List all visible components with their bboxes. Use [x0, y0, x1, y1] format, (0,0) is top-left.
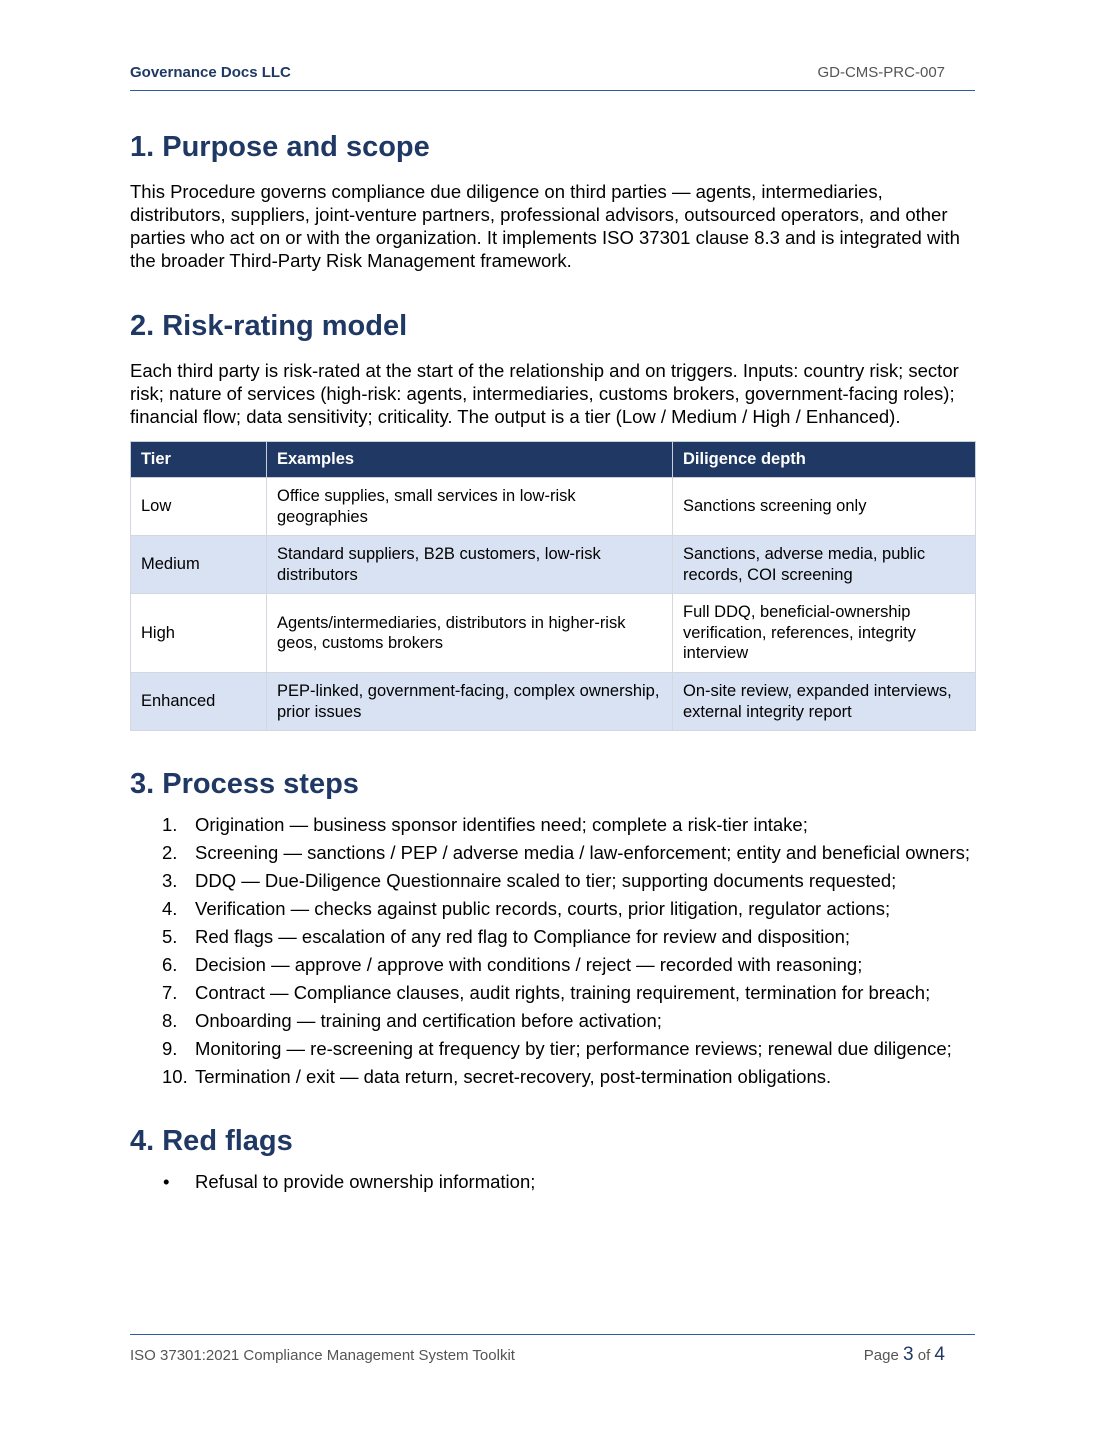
document-body — [130, 128, 975, 1193]
list-item — [130, 841, 975, 864]
list-item — [130, 1037, 975, 1060]
company-name: Governance Docs LLC — [130, 64, 291, 81]
list-item — [130, 981, 975, 1004]
list-item — [130, 1065, 975, 1088]
cell-diligence: On-site review, expanded interviews, external integrity report — [673, 673, 976, 731]
table-row — [131, 478, 976, 536]
cell-examples: PEP-linked, government-facing, complex ownership, prior issues — [267, 673, 673, 731]
step-text: Decision — approve / approve with conditions / reject — recorded with reasoning; — [195, 954, 863, 975]
cell-tier: Enhanced — [131, 673, 267, 731]
step-text: Termination / exit — data return, secret-recovery, post-termination obligations. — [195, 1066, 832, 1087]
list-item — [130, 813, 975, 836]
cell-examples: Office supplies, small services in low-risk geographies — [267, 478, 673, 536]
step-text: Red flags — escalation of any red flag to Compliance for review and disposition; — [195, 926, 851, 947]
risk-tier-table — [130, 441, 976, 731]
step-number: 4. — [162, 898, 178, 919]
section-risk-rating — [130, 307, 975, 731]
section-heading-red-flags: 4. Red flags — [130, 1125, 293, 1157]
cell-tier: Medium — [131, 536, 267, 594]
page-total: 4 — [934, 1344, 945, 1365]
red-flag-text: Refusal to provide ownership information; — [195, 1171, 536, 1192]
step-text: Screening — sanctions / PEP / adverse media / law-enforcement; entity and beneficial owners; — [195, 842, 971, 863]
step-text: Contract — Compliance clauses, audit rights, training requirement, termination for breach; — [195, 982, 931, 1003]
section-heading-process: 3. Process steps — [130, 768, 359, 800]
page-number — [864, 1344, 945, 1366]
step-number: 7. — [162, 982, 178, 1003]
cell-diligence: Sanctions, adverse media, public records, COI screening — [673, 536, 976, 594]
table-row — [131, 594, 976, 673]
step-text: Monitoring — re-screening at frequency by tier; performance reviews; renewal due diligence; — [195, 1038, 952, 1059]
page-header — [130, 64, 975, 91]
table-header-row — [131, 442, 976, 478]
red-flags-list — [130, 1170, 975, 1193]
step-text: Origination — business sponsor identifies need; complete a risk-tier intake; — [195, 814, 808, 835]
step-number: 6. — [162, 954, 178, 975]
step-text: DDQ — Due-Diligence Questionnaire scaled to tier; supporting documents requested; — [195, 870, 897, 891]
list-item — [130, 925, 975, 948]
list-item — [130, 1170, 975, 1193]
cell-tier: Low — [131, 478, 267, 536]
list-item — [130, 897, 975, 920]
table-row — [131, 536, 976, 594]
page-footer — [130, 1334, 975, 1375]
page-label: Page — [863, 1347, 899, 1364]
bullet-icon: • — [163, 1171, 170, 1192]
step-number: 5. — [162, 926, 178, 947]
step-text: Onboarding — training and certification before activation; — [195, 1010, 662, 1031]
document-id: GD-CMS-PRC-007 — [817, 64, 945, 81]
section-body-purpose: This Procedure governs compliance due diligence on third parties — agents, intermediaries, distributors, suppliers, joint-venture partners, professional advisors, outsourced operators, and other parties who act on or with the organization. It implements ISO 37301 clause 8.3 and is integrated with the broader Third-Party Risk Management framework. — [130, 181, 960, 271]
section-heading-purpose: 1. Purpose and scope — [130, 131, 430, 163]
list-item — [130, 953, 975, 976]
section-body-risk-rating: Each third party is risk-rated at the start of the relationship and on triggers. Inputs: country risk; sector risk; nature of services (high-risk: agents, intermediaries, customs brokers, government-facing roles); financial flow; data sensitivity; criticality. The output is a tier (Low / Medium / High / Enhanced). — [130, 360, 959, 427]
step-number: 3. — [162, 870, 178, 891]
cell-diligence: Sanctions screening only — [673, 478, 976, 536]
section-heading-risk-rating: 2. Risk-rating model — [130, 310, 408, 342]
list-item — [130, 1009, 975, 1032]
page-of-label: of — [917, 1347, 931, 1364]
cell-examples: Agents/intermediaries, distributors in higher-risk geos, customs brokers — [267, 594, 673, 673]
process-steps-list — [130, 813, 975, 1088]
step-number: 2. — [162, 842, 178, 863]
step-number: 1. — [162, 814, 178, 835]
table-row — [131, 673, 976, 731]
column-header-examples: Examples — [267, 442, 673, 478]
section-process — [130, 765, 975, 1088]
page-current: 3 — [902, 1344, 914, 1365]
column-header-diligence: Diligence depth — [673, 442, 976, 478]
cell-examples: Standard suppliers, B2B customers, low-risk distributors — [267, 536, 673, 594]
column-header-tier: Tier — [131, 442, 267, 478]
cell-tier: High — [131, 594, 267, 673]
footer-toolkit-title: ISO 37301:2021 Compliance Management System Toolkit — [130, 1347, 515, 1364]
step-text: Verification — checks against public records, courts, prior litigation, regulator actions; — [195, 898, 891, 919]
section-purpose — [130, 128, 975, 272]
step-number: 10. — [162, 1066, 188, 1087]
list-item — [130, 869, 975, 892]
step-number: 8. — [162, 1010, 178, 1031]
section-red-flags — [130, 1122, 975, 1193]
step-number: 9. — [162, 1038, 178, 1059]
cell-diligence: Full DDQ, beneficial-ownership verification, references, integrity interview — [673, 594, 976, 673]
